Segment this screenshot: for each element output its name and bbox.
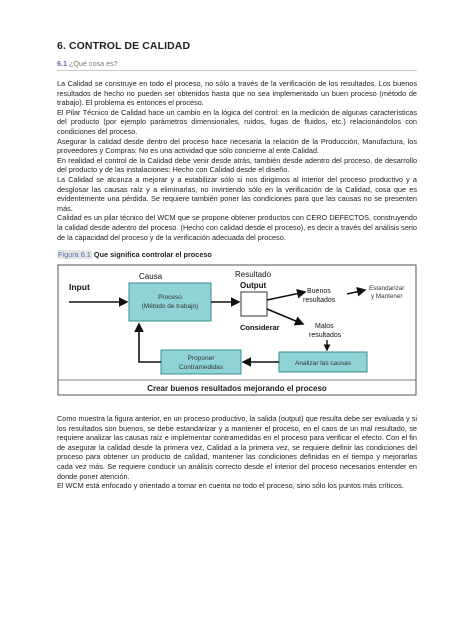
malos-label: Malos: [315, 323, 334, 331]
subsection-title: ¿Qué cosa es?: [69, 59, 118, 68]
resultado-label: Resultado: [235, 270, 272, 280]
diagram-footer: Crear buenos resultados mejorando el proceso: [147, 384, 327, 394]
malos-label-2: resultados: [309, 332, 342, 340]
paragraph: Calidad es un pilar técnico del WCM que se propone obtener productos con CERO DEFECTOS, construyendo la calidad desde adentro del proceso. (Hecho con calidad desde el proceso), es decir a través del análisis serio de la capacidad del proceso y de la verificación adecuada del proceso.: [57, 213, 417, 242]
paragraph: La Calidad se construye en todo el proceso, no sólo a través de la verificación de los resultados. Los buenos resultados de hecho no pueden ser obtenidos hasta que no sea implementado un buen proceso (método de trabajo). El problema es entonces el proceso.: [57, 79, 417, 108]
paragraph: En realidad el control de la Calidad debe venir desde atrás, también desde adentro del proceso, de desarrollo del producto y de las instalaciones: Hecho con Calidad desde el diseño.: [57, 155, 417, 175]
output-label: Output: [240, 281, 267, 291]
paragraph: Como muestra la figura anterior, en un proceso productivo, la salida (output) que resulta debe ser evaluada y si los resultados son buenos, se debe estandarizar y a mantener el proceso, en el caos de un mal resultado, se requiere analizar las causas raíz e implementar contramedidas en el proceso para verificar el efecto. Con el fin de asegurar la calidad desde la primera vez, Calidad a la primera vez, se requiere definir las condiciones del proceso para obtener un producto de calidad, mantener las condiciones definidas en el tiempo y mejorarlas cada vez más. Se requiere conducir un análisis correcto desde el interior del proceso necesarios entender en donde poner atención.: [57, 414, 417, 481]
proceso-sublabel: (Método de trabajo): [141, 303, 199, 311]
output-box: [241, 292, 267, 316]
figure-number: Figura 6.1: [58, 250, 91, 260]
proponer-label-2: Contramedidas: [178, 364, 224, 372]
process-control-diagram: [57, 264, 417, 396]
paragraph: El Pilar Técnico de Calidad hace un cambio en la lógica del control: en la medición de algunas características del producto (por ejemplo parámetros dimensionales, ruidos, fugas de fluidos, etc.) relacionándolos con condiciones del proceso.: [57, 107, 417, 136]
buenos-label-2: resultados: [303, 297, 336, 305]
section-title: 6. CONTROL DE CALIDAD: [57, 40, 191, 52]
document-page: [57, 40, 417, 491]
proceso-box: [129, 283, 211, 321]
paragraph: La Calidad se alcanza a mejorar y a estabilizar sólo si nos dirigimos al interior del proceso productivo y a desglosar las causas raíz y a eliminarlas, no invirtiendo sólo en la verificación de la Calidad, cosa que es evidentemente una pérdida. Se requiere también poner las condiciones para que las causas no se presenten más.: [57, 174, 417, 213]
proceso-label: Proceso: [158, 294, 182, 302]
paragraph: El WCM está enfocado y orientado a tomar en cuenta no todo el proceso, sino sólo los puntos más críticos.: [57, 481, 404, 491]
causa-label: Causa: [139, 272, 163, 282]
considerar-label: Considerar: [240, 323, 280, 333]
paragraph: Asegurar la calidad desde dentro del proceso hace necesaria la relación de la Producción, Manufactura, los proveedores y Compras: No es una actividad que sólo concierne al ente Calidad.: [57, 136, 417, 156]
buenos-label: Buenos: [307, 288, 331, 296]
subsection-heading: [57, 59, 417, 71]
body-text-top: [57, 79, 417, 242]
body-text-bottom: [57, 414, 417, 491]
figure-caption-text: Que significa controlar el proceso: [93, 250, 212, 260]
proponer-label: Proponer: [187, 355, 215, 363]
diagram-frame: [58, 265, 416, 395]
analizar-label: Analizar las causas: [295, 360, 351, 368]
figure-caption: [57, 250, 417, 259]
estandarizar-label: Estandarizar: [369, 285, 405, 293]
subsection-number: 6.1: [57, 59, 67, 68]
estandarizar-label-2: y Mantener: [371, 293, 403, 301]
input-label: Input: [69, 282, 90, 293]
